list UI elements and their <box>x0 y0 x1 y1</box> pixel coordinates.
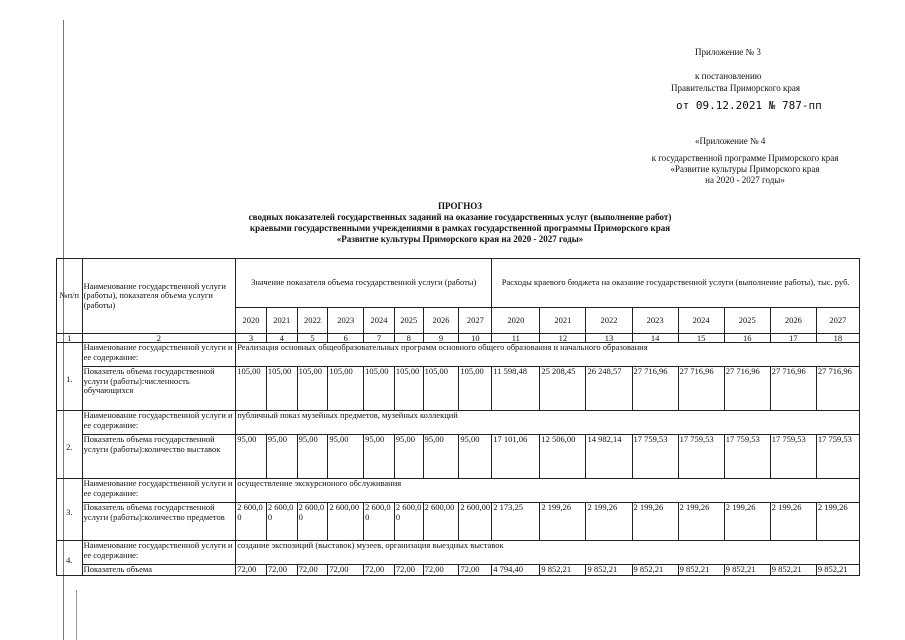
expense-value: 27 716,96 <box>678 367 724 411</box>
appendix-number: Приложение № 3 <box>695 47 761 57</box>
col-numbers-row <box>57 334 860 343</box>
volume-value: 105,00 <box>459 367 492 411</box>
appendix-government: Правительства Приморского края <box>671 83 801 93</box>
volume-value: 2 600,00 <box>394 503 423 541</box>
year-expenses-2021: 2021 <box>540 308 586 334</box>
volume-value: 95,00 <box>297 435 328 479</box>
volume-value: 72,00 <box>328 565 364 576</box>
service-row <box>57 479 860 503</box>
volume-value: 72,00 <box>266 565 297 576</box>
expense-value: 2 199,26 <box>586 503 632 541</box>
col-number: 6 <box>328 334 364 343</box>
program-years: на 2020 - 2027 годы» <box>705 175 785 185</box>
decree-date-number: от 09.12.2021 № 787-пп <box>676 99 822 112</box>
service-content: публичный показ музейных предметов, музейных коллекций <box>236 411 860 435</box>
volume-value: 105,00 <box>394 367 423 411</box>
expense-value: 2 199,26 <box>724 503 770 541</box>
year-volume-2021: 2021 <box>266 308 297 334</box>
doc-subtitle-3: «Развитие культуры Приморского края на 2020 - 2027 годы» <box>336 234 584 244</box>
expense-value: 12 506,00 <box>540 435 586 479</box>
volume-value: 2 600,00 <box>459 503 492 541</box>
doc-subtitle-1: сводных показателей государственных заданий на оказание государственных услуг (выполнение работ) <box>248 212 672 222</box>
expense-value: 17 759,53 <box>770 435 816 479</box>
service-number: 4. <box>57 541 83 576</box>
indicator-label: Показатель объема государственной услуги (работы):количество предметов <box>82 503 236 541</box>
volume-value: 72,00 <box>459 565 492 576</box>
expense-value: 26 248,57 <box>586 367 632 411</box>
col-number: 14 <box>632 334 678 343</box>
expense-value: 9 852,21 <box>724 565 770 576</box>
expense-value: 9 852,21 <box>816 565 859 576</box>
expense-value: 27 716,96 <box>632 367 678 411</box>
expense-value: 9 852,21 <box>770 565 816 576</box>
volume-value: 2 600,00 <box>236 503 267 541</box>
volume-value: 95,00 <box>459 435 492 479</box>
year-volume-2027: 2027 <box>459 308 492 334</box>
expense-value: 2 173,25 <box>492 503 540 541</box>
year-expenses-2022: 2022 <box>586 308 632 334</box>
volume-value: 72,00 <box>236 565 267 576</box>
year-expenses-2020: 2020 <box>492 308 540 334</box>
col-number: 15 <box>678 334 724 343</box>
volume-value: 72,00 <box>364 565 395 576</box>
volume-value: 2 600,00 <box>266 503 297 541</box>
col-number: 16 <box>724 334 770 343</box>
header-num: №п/п <box>57 259 83 334</box>
volume-value: 105,00 <box>236 367 267 411</box>
volume-value: 95,00 <box>394 435 423 479</box>
expense-value: 14 982,14 <box>586 435 632 479</box>
year-volume-2020: 2020 <box>236 308 267 334</box>
program-appendix-number: «Приложение № 4 <box>695 136 766 146</box>
volume-value: 105,00 <box>297 367 328 411</box>
expense-value: 17 759,53 <box>816 435 859 479</box>
col-number: 9 <box>423 334 459 343</box>
expense-value: 27 716,96 <box>724 367 770 411</box>
volume-value: 95,00 <box>236 435 267 479</box>
header-name: Наименование государственной услуги (работы), показателя объема услуги (работы) <box>82 259 236 334</box>
volume-value: 95,00 <box>423 435 459 479</box>
volume-value: 105,00 <box>364 367 395 411</box>
service-name-label: Наименование государственной услуги и ее содержание: <box>82 541 236 565</box>
year-expenses-2023: 2023 <box>632 308 678 334</box>
expense-value: 2 199,26 <box>678 503 724 541</box>
col-number: 3 <box>236 334 267 343</box>
expense-value: 9 852,21 <box>678 565 724 576</box>
year-volume-2023: 2023 <box>328 308 364 334</box>
expense-value: 27 716,96 <box>816 367 859 411</box>
expense-value: 17 759,53 <box>678 435 724 479</box>
margin-rule-lower <box>76 590 77 640</box>
indicator-row <box>57 565 860 576</box>
indicator-row <box>57 367 860 411</box>
indicator-row <box>57 435 860 479</box>
expense-value: 25 208,45 <box>540 367 586 411</box>
service-row <box>57 541 860 565</box>
col-number: 11 <box>492 334 540 343</box>
service-number: 1. <box>57 343 83 411</box>
header-volume: Значение показателя объема государственной услуги (работы) <box>236 259 492 308</box>
doc-subtitle-2: краевыми государственными учреждениями в рамках государственной программы Приморского края <box>249 223 671 233</box>
expense-value: 2 199,26 <box>770 503 816 541</box>
expense-value: 2 199,26 <box>816 503 859 541</box>
appendix-to-decree: к постановлению <box>695 71 762 81</box>
col-number: 12 <box>540 334 586 343</box>
service-content: Реализация основных общеобразовательных программ основного общего образования и начального образования <box>236 343 860 367</box>
header-expenses: Расходы краевого бюджета на оказание государственной услуги (выполнение работы), тыс. руб. <box>492 259 860 308</box>
service-name-label: Наименование государственной услуги и ее содержание: <box>82 411 236 435</box>
year-volume-2026: 2026 <box>423 308 459 334</box>
volume-value: 95,00 <box>364 435 395 479</box>
col-number: 17 <box>770 334 816 343</box>
volume-value: 105,00 <box>423 367 459 411</box>
col-number: 13 <box>586 334 632 343</box>
service-number: 3. <box>57 479 83 541</box>
program-appendix-to: к государственной программе Приморского края <box>651 153 839 163</box>
expense-value: 9 852,21 <box>540 565 586 576</box>
expense-value: 9 852,21 <box>632 565 678 576</box>
service-content: осуществление экскурсионого обслуживания <box>236 479 860 503</box>
volume-value: 95,00 <box>266 435 297 479</box>
expense-value: 4 794,40 <box>492 565 540 576</box>
service-content: создание экспозиций (выставок) музеев, организация выездных выставок <box>236 541 860 565</box>
indicator-label: Показатель объема <box>82 565 236 576</box>
volume-value: 2 600,00 <box>297 503 328 541</box>
service-row <box>57 343 860 367</box>
col-number: 7 <box>364 334 395 343</box>
year-expenses-2027: 2027 <box>816 308 859 334</box>
volume-value: 105,00 <box>266 367 297 411</box>
year-volume-2025: 2025 <box>394 308 423 334</box>
year-expenses-2025: 2025 <box>724 308 770 334</box>
volume-value: 72,00 <box>297 565 328 576</box>
volume-value: 72,00 <box>394 565 423 576</box>
volume-value: 2 600,00 <box>423 503 459 541</box>
indicator-row <box>57 503 860 541</box>
volume-value: 72,00 <box>423 565 459 576</box>
expense-value: 9 852,21 <box>586 565 632 576</box>
expense-value: 17 101,06 <box>492 435 540 479</box>
header-row <box>57 259 860 308</box>
indicator-label: Показатель объема государственной услуги (работы):количество выставок <box>82 435 236 479</box>
year-volume-2024: 2024 <box>364 308 395 334</box>
year-volume-2022: 2022 <box>297 308 328 334</box>
volume-value: 105,00 <box>328 367 364 411</box>
expense-value: 2 199,26 <box>632 503 678 541</box>
col-number: 4 <box>266 334 297 343</box>
volume-value: 2 600,00 <box>328 503 364 541</box>
expense-value: 17 759,53 <box>632 435 678 479</box>
col-number: 5 <box>297 334 328 343</box>
service-name-label: Наименование государственной услуги и ее содержание: <box>82 343 236 367</box>
col-number: 18 <box>816 334 859 343</box>
doc-title: ПРОГНОЗ <box>438 201 482 211</box>
year-expenses-2024: 2024 <box>678 308 724 334</box>
service-number: 2. <box>57 411 83 479</box>
service-row <box>57 411 860 435</box>
year-expenses-2026: 2026 <box>770 308 816 334</box>
expense-value: 17 759,53 <box>724 435 770 479</box>
col-number: 1 <box>57 334 83 343</box>
program-name: «Развитие культуры Приморского края <box>670 164 820 174</box>
service-name-label: Наименование государственной услуги и ее содержание: <box>82 479 236 503</box>
volume-value: 2 600,00 <box>364 503 395 541</box>
expense-value: 27 716,96 <box>770 367 816 411</box>
volume-value: 95,00 <box>328 435 364 479</box>
col-number: 10 <box>459 334 492 343</box>
col-number: 2 <box>82 334 236 343</box>
forecast-table <box>56 258 860 576</box>
col-number: 8 <box>394 334 423 343</box>
expense-value: 2 199,26 <box>540 503 586 541</box>
indicator-label: Показатель объема государственной услуги (работы):численность обучающихся <box>82 367 236 411</box>
expense-value: 11 598,48 <box>492 367 540 411</box>
